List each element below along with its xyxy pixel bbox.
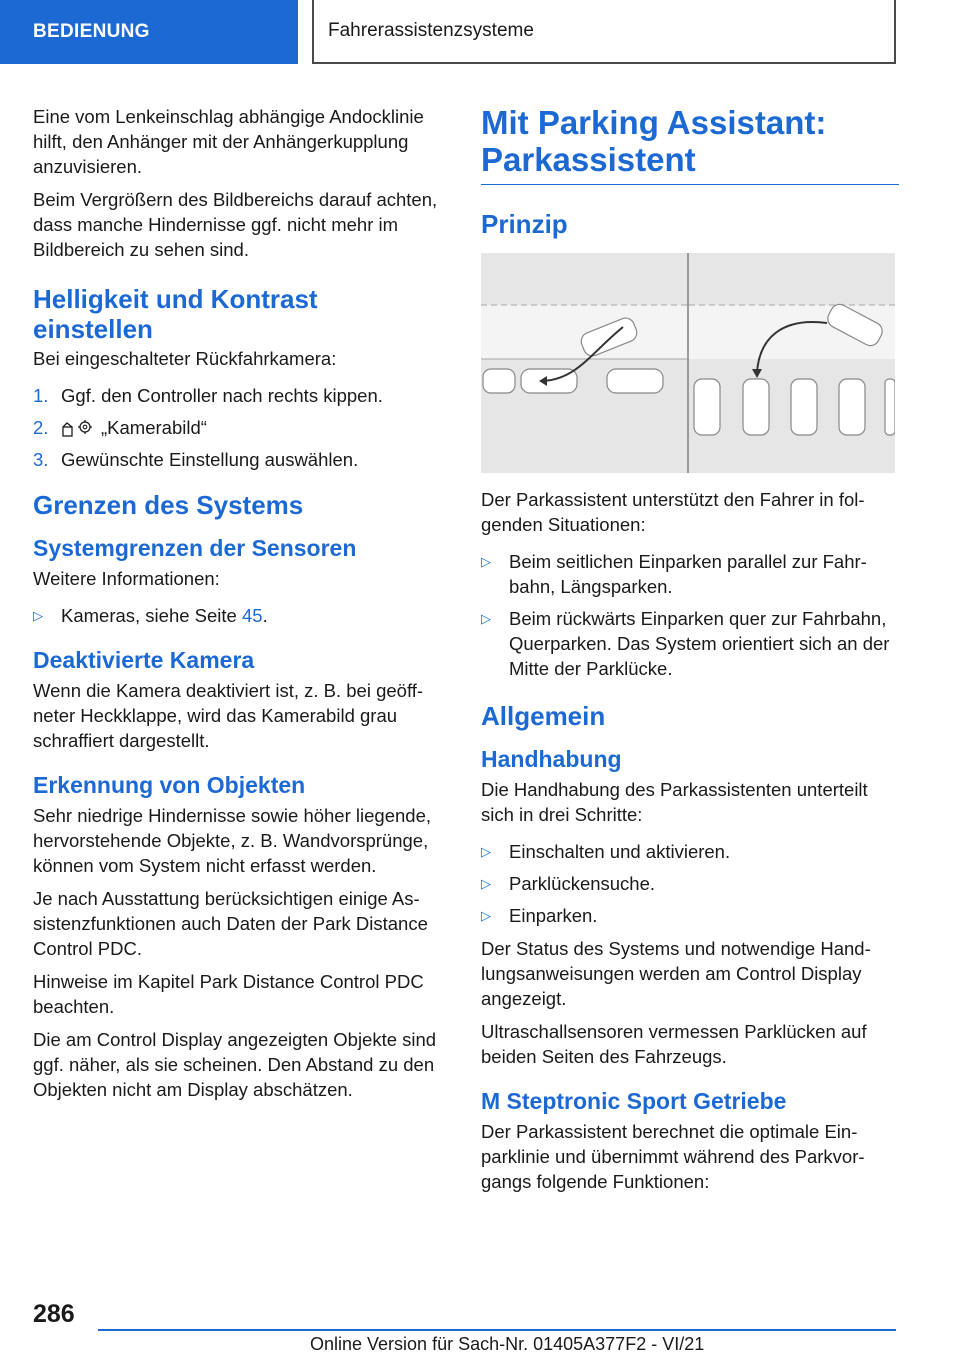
object-detection-heading: Erkennung von Objekten	[33, 772, 306, 799]
deactivated-camera-text: Wenn die Kamera deaktiviert ist, z. B. bei geöff-neter Heckklappe, wird das Kamerabild grau schraffiert dargestellt.	[33, 680, 424, 752]
principle-list	[481, 549, 899, 681]
object-detection-p4: Die am Control Display angezeigten Objekte sind ggf. näher, als sie scheinen. Den Abstand zu den Objekten nicht am Display abschätzen.	[33, 1029, 437, 1101]
list-item: ▷ Einparken.	[481, 905, 598, 926]
triangle-bullet-icon: ▷	[481, 876, 491, 891]
list-item: ▷ Beim seitlichen Einparken parallel zur Fahr-bahn, Längsparken.	[481, 551, 867, 597]
handling-steps	[481, 839, 899, 928]
handling-lead: Die Handhabung des Parkassistenten unterteilt sich in drei Schritte:	[481, 779, 868, 825]
footer-divider	[98, 1329, 896, 1331]
triangle-bullet-icon: ▷	[481, 611, 491, 626]
object-detection-p1: Sehr niedrige Hindernisse sowie höher liegende, hervorstehende Objekte, z. B. Wandvorsprünge, können vom System nicht erfasst werden.	[33, 805, 431, 877]
handling-heading: Handhabung	[481, 746, 622, 772]
list-item: ▷ Beim rückwärts Einparken quer zur Fahrbahn, Querparken. Das System orientiert sich an der Mitte der Parklücke.	[481, 608, 890, 679]
general-heading: Allgemein	[481, 701, 606, 731]
principle-lead: Der Parkassistent unterstützt den Fahrer in fol-genden Situationen:	[481, 489, 865, 535]
camera-settings-icon	[61, 418, 97, 440]
parking-illustration	[481, 253, 895, 473]
general-p1: Der Status des Systems und notwendige Hand-lungsanweisungen werden am Control Display angezeigt.	[481, 938, 871, 1009]
deactivated-camera-heading: Deaktivierte Kamera	[33, 647, 255, 674]
sensor-limits-heading: Systemgrenzen der Sensoren	[33, 535, 357, 562]
list-item: ▷ Einschalten und aktivieren.	[481, 841, 731, 862]
object-detection-p2: Je nach Ausstattung berücksichtigen einige As-sistenzfunktionen auch Daten der Park Distance Control PDC.	[33, 888, 428, 960]
brightness-heading: Helligkeit und Kontrast einstellen	[33, 284, 318, 344]
triangle-bullet-icon: ▷	[481, 908, 491, 923]
triangle-bullet-icon: ▷	[481, 844, 491, 859]
intro-paragraph-2: Beim Vergrößern des Bildbereichs darauf achten, dass manche Hindernisse ggf. nicht mehr im Bildbereich zu sehen sind.	[33, 189, 438, 260]
right-column	[481, 104, 899, 1202]
list-item: ▷ Parklückensuche.	[481, 873, 656, 894]
principle-heading: Prinzip	[481, 209, 568, 239]
page-link[interactable]: 45	[241, 605, 263, 627]
list-item: ▷ Kameras, siehe Seite 45.	[33, 605, 268, 627]
section-tab	[0, 0, 298, 64]
list-item: 3. Gewünschte Einstellung auswählen.	[33, 449, 359, 471]
steptronic-text: Der Parkassistent berechnet die optimale Ein-parklinie und übernimmt während des Parkvor-gangs folgende Funktionen:	[481, 1121, 865, 1192]
general-p2: Ultraschallsensoren vermessen Parklücken auf beiden Seiten des Fahrzeugs.	[481, 1021, 867, 1067]
left-column	[33, 104, 453, 1110]
triangle-bullet-icon: ▷	[33, 608, 43, 624]
list-item: 1. Ggf. den Controller nach rechts kippen.	[33, 385, 383, 406]
limits-heading: Grenzen des Systems	[33, 490, 304, 521]
list-item: 2. „Kamerabild“	[33, 415, 453, 440]
section-title: Mit Parking Assistant: Parkassistent	[481, 104, 899, 185]
section-label: BEDIENUNG	[33, 21, 150, 42]
page-number: 286	[33, 1300, 75, 1328]
sensor-limits-list	[33, 603, 453, 628]
chapter-label: Fahrerassistenzsysteme	[328, 20, 534, 41]
intro-paragraph-1: Eine vom Lenkeinschlag abhängige Andocklinie hilft, den Anhänger mit der Anhängerkupplung anzuvisieren.	[33, 106, 424, 177]
brightness-steps	[33, 383, 453, 472]
footer-text: Online Version für Sach-Nr. 01405A377F2 - VI/21	[310, 1334, 705, 1354]
chapter-header	[312, 0, 896, 64]
sensor-limits-lead: Weitere Informationen:	[33, 568, 220, 590]
object-detection-p3: Hinweise im Kapitel Park Distance Control PDC beachten.	[33, 971, 424, 1018]
brightness-lead: Bei eingeschalteter Rückfahrkamera:	[33, 348, 337, 369]
triangle-bullet-icon: ▷	[481, 554, 491, 569]
steptronic-heading: M Steptronic Sport Getriebe	[481, 1088, 787, 1114]
